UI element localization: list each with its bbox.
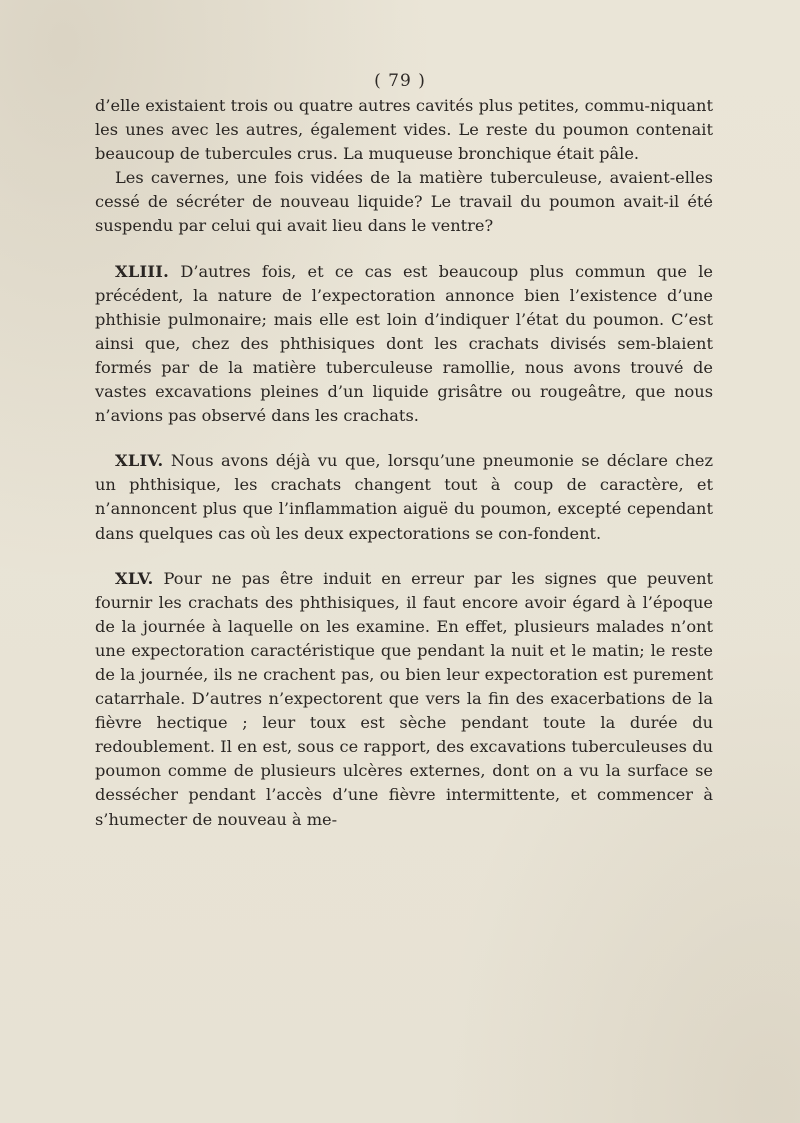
section-number: XLV.	[115, 568, 154, 588]
paragraph	[95, 166, 713, 238]
section-xliii	[95, 260, 713, 429]
section-text: Pour ne pas être induit en erreur par les signes que peuvent fournir les crachats des phthisiques, il faut encore avoir égard à l’époque de la journée à laquelle on les examine. En effet, plusieurs malades n’ont une expectoration caractéristique que pendant la nuit et le matin; le reste de la journée, ils ne crachent pas, ou bien leur expectoration est purement catarrhale. D’autres n’expectorent que vers la fin des exacerbations de la fièvre hectique ; leur toux est sèche pendant toute la durée du redoublement. Il en est, sous ce rapport, des excavations tuberculeuses du poumon comme de plusieurs ulcères externes, dont on a vu la surface se dessécher pendant l’accès d’une fièvre intermittente, et commencer à s’humecter de nouveau à me-	[95, 568, 713, 829]
section-number: XLIII.	[115, 261, 170, 281]
paragraph-continuation	[95, 94, 713, 166]
section-xliv	[95, 449, 713, 545]
body-text	[95, 94, 713, 832]
page-number: ( 79 )	[374, 71, 426, 91]
section-xlv	[95, 567, 713, 832]
paragraph-text: Les cavernes, une fois vidées de la matière tuberculeuse, avaient-elles cessé de sécréter de nouveau liquide? Le travail du poumon avait-il été suspendu par celui qui avait lieu dans le ventre?	[95, 168, 713, 236]
paragraph-text: d’elle existaient trois ou quatre autres cavités plus petites, commu-niquant les unes avec les autres, également vides. Le reste du poumon contenait beaucoup de tubercules crus. La muqueuse bronchique était pâle.	[95, 96, 713, 164]
section-text: D’autres fois, et ce cas est beaucoup plus commun que le précédent, la nature de l’expectoration annonce bien l’existence d’une phthisie pulmonaire; mais elle est loin d’indiquer l’état du poumon. C’est ainsi que, chez des phthisiques dont les crachats divisés sem-blaient formés par de la matière tuberculeuse ramollie, nous avons trouvé de vastes excavations pleines d’un liquide grisâtre ou rougeâtre, que nous n’avions pas observé dans les crachats.	[95, 261, 713, 426]
section-number: XLIV.	[115, 451, 164, 471]
section-text: Nous avons déjà vu que, lorsqu’une pneumonie se déclare chez un phthisique, les crachats changent tout à coup de caractère, et n’annoncent plus que l’inflammation aiguë du poumon, excepté cependant dans quelques cas où les deux expectorations se con-fondent.	[95, 451, 713, 543]
